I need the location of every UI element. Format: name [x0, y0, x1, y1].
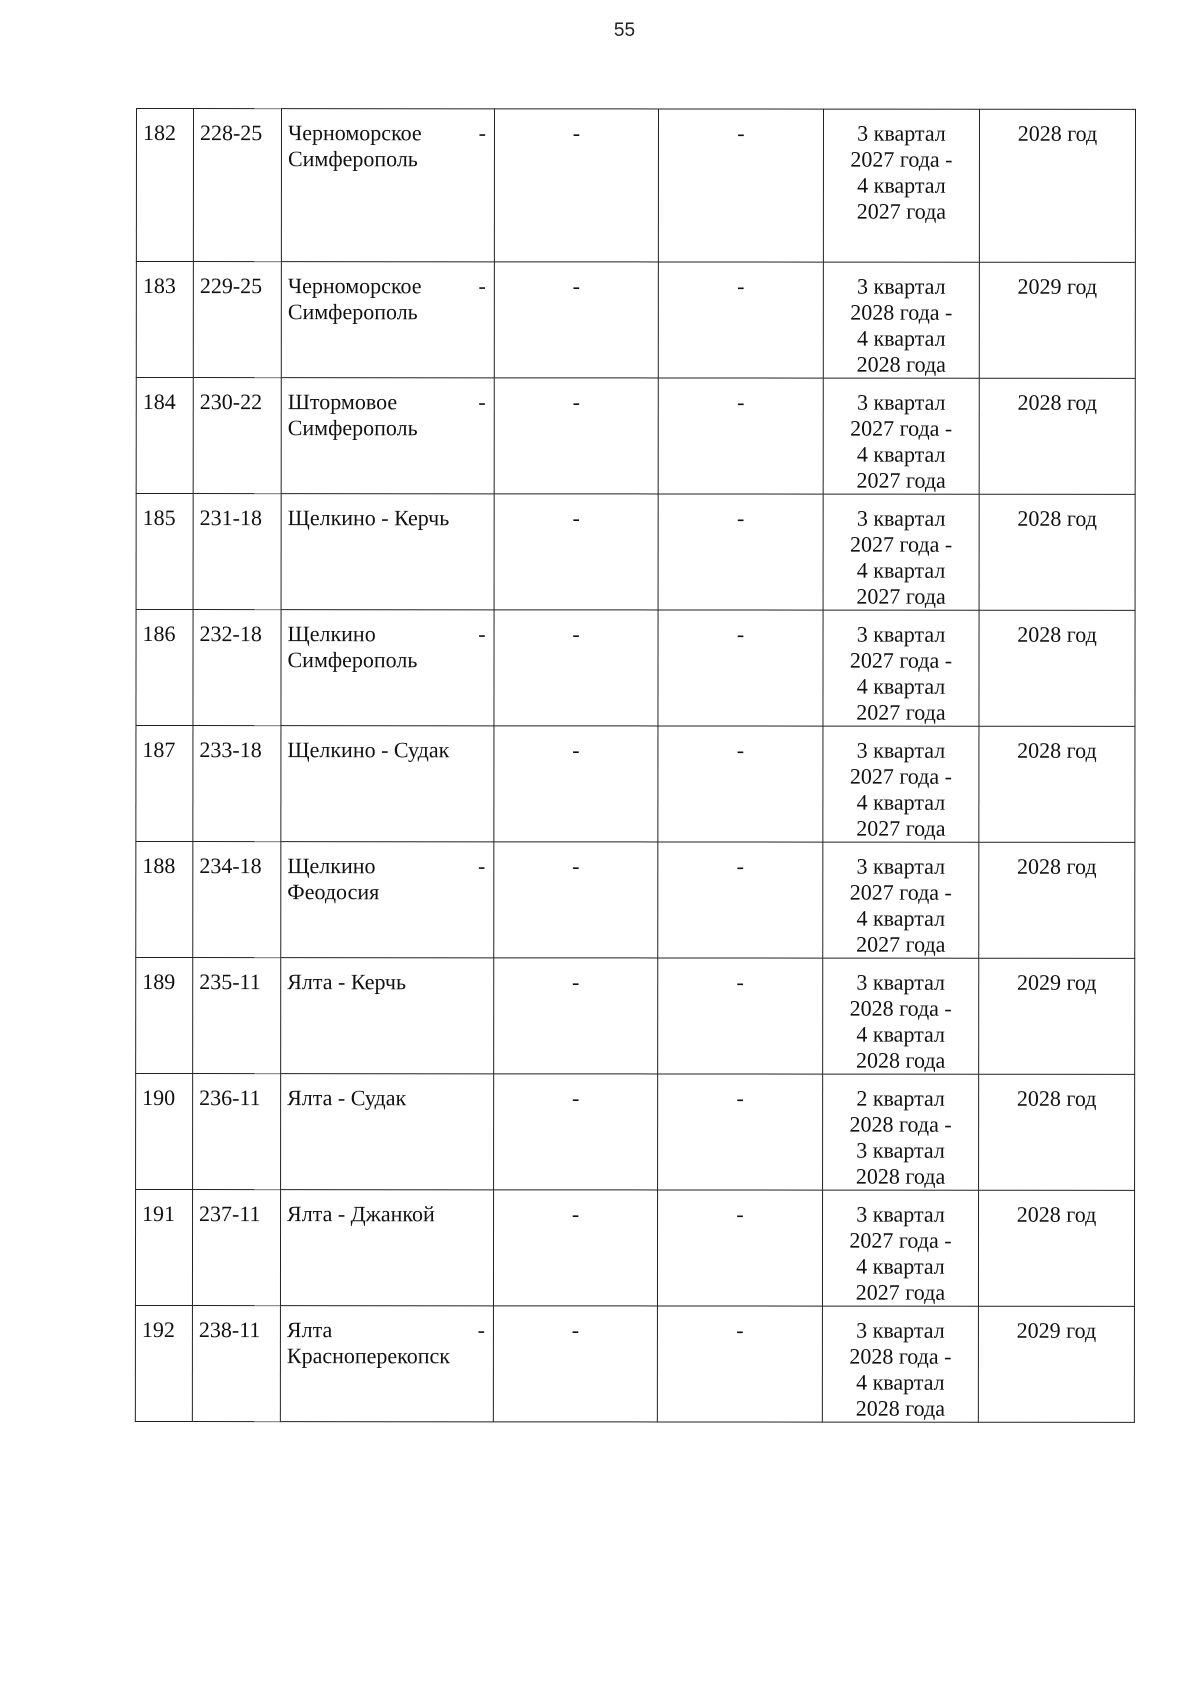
period-line: 4 квартал [856, 1253, 945, 1279]
empty-value-cell [658, 109, 823, 262]
routes-table-body [135, 109, 1135, 1423]
empty-value: - [572, 737, 580, 763]
empty-value: - [572, 853, 580, 879]
period-cell [822, 1306, 978, 1422]
empty-value-cell [494, 1074, 658, 1190]
route-name-line: Симферополь [287, 299, 418, 325]
period-line: 2027 года [855, 1279, 946, 1305]
period-line: 2028 года [855, 1163, 946, 1189]
route-code: 238-11 [198, 1317, 261, 1343]
empty-value-cell [494, 610, 658, 726]
empty-value: - [736, 505, 745, 531]
period-line: 2027 года - [849, 647, 953, 673]
empty-value-cell [658, 1074, 823, 1190]
empty-value: - [736, 969, 744, 995]
period-line: 3 квартал [856, 621, 946, 647]
period-line: 3 квартал [856, 737, 946, 763]
row-number-cell [136, 842, 193, 958]
period-line: 2027 года - [849, 763, 952, 789]
route-name-cell [281, 726, 494, 842]
period-line: 2027 года [856, 699, 946, 725]
route-name-line: Штормовое [287, 389, 398, 415]
empty-value-cell [493, 1190, 657, 1306]
table-row [136, 726, 1135, 843]
period-line: 4 квартал [856, 557, 946, 583]
row-number: 189 [142, 969, 176, 995]
empty-value-cell [658, 726, 823, 842]
period-cell [822, 1190, 978, 1306]
row-number-cell [136, 958, 193, 1074]
table-row [136, 958, 1135, 1075]
year-cell [979, 378, 1135, 494]
period-cell [823, 494, 979, 610]
route-name-line: Ялта - Джанкой [287, 1201, 435, 1227]
period-line: 4 квартал [856, 1369, 945, 1395]
table-row [136, 494, 1135, 611]
period-line: 3 квартал [857, 273, 946, 299]
empty-value-cell [493, 1306, 657, 1422]
route-code-cell [193, 610, 281, 726]
empty-value-cell [494, 262, 658, 378]
period-cell [823, 726, 979, 842]
row-number-cell [135, 1306, 192, 1422]
route-code: 232-18 [199, 621, 262, 647]
empty-value: - [572, 969, 580, 995]
table-row [136, 610, 1135, 727]
route-hyphen: - [478, 621, 486, 647]
route-name-cell [281, 378, 494, 494]
empty-value: - [736, 737, 745, 763]
empty-value-cell [494, 842, 658, 958]
route-name-line: Щелкино [287, 621, 376, 647]
route-code: 237-11 [199, 1201, 261, 1227]
row-number: 191 [142, 1201, 176, 1227]
period-line: 4 квартал [856, 789, 946, 815]
year-cell [979, 842, 1135, 958]
period-line: 3 квартал [856, 389, 946, 415]
year-cell [979, 262, 1135, 378]
row-number-cell [136, 1074, 193, 1190]
period-line: 2028 года - [850, 299, 953, 325]
route-name-line: Феодосия [287, 879, 380, 905]
empty-value: - [736, 621, 745, 647]
completion-year: 2028 год [1017, 737, 1097, 763]
period-line: 3 квартал [856, 1317, 945, 1343]
empty-value-cell [657, 1190, 822, 1306]
empty-value-cell [658, 958, 823, 1074]
completion-year: 2028 год [1017, 505, 1097, 531]
period-line: 2027 года - [850, 415, 953, 441]
period-line: 3 квартал [856, 969, 946, 995]
empty-value: - [571, 1317, 580, 1343]
period-cell [823, 262, 979, 378]
year-cell [979, 958, 1135, 1074]
route-name-line: Симферополь [287, 647, 418, 673]
empty-value: - [572, 505, 580, 531]
period-line: 4 квартал [856, 1021, 945, 1047]
route-code: 230-22 [199, 389, 263, 415]
empty-value-cell [658, 842, 823, 958]
route-code: 228-25 [199, 120, 263, 146]
route-code-cell [193, 109, 281, 262]
empty-value: - [737, 273, 745, 299]
route-name-line: Ялта [286, 1317, 333, 1343]
empty-value-cell [494, 726, 658, 842]
route-hyphen: - [477, 1317, 485, 1343]
row-number: 188 [142, 853, 176, 879]
row-number-cell [136, 726, 193, 842]
route-hyphen: - [478, 120, 486, 146]
period-line: 4 квартал [856, 441, 946, 467]
table-row [136, 842, 1135, 959]
route-name-cell [281, 109, 494, 262]
empty-value: - [572, 621, 580, 647]
completion-year: 2029 год [1016, 1317, 1097, 1343]
route-name-line: Симферополь [287, 415, 418, 441]
route-code-cell [193, 262, 281, 378]
table-row [135, 1306, 1134, 1423]
route-code: 233-18 [199, 737, 262, 763]
empty-value-cell [658, 262, 823, 378]
empty-value: - [571, 1085, 580, 1111]
route-hyphen: - [477, 853, 486, 879]
empty-value: - [572, 389, 580, 415]
route-code-cell [193, 1074, 281, 1190]
route-hyphen: - [478, 389, 486, 415]
row-number: 182 [142, 120, 176, 146]
row-number-cell [135, 1190, 192, 1306]
route-code-cell [193, 842, 281, 958]
route-name-line: Черноморское [287, 120, 422, 146]
empty-value: - [572, 273, 581, 299]
period-line: 2027 года - [849, 1227, 952, 1253]
period-line: 3 квартал [856, 505, 946, 531]
empty-value: - [736, 1201, 744, 1227]
empty-value-cell [658, 610, 823, 726]
empty-value-cell [494, 109, 658, 262]
year-cell [979, 109, 1135, 262]
year-cell [978, 1190, 1134, 1306]
route-hyphen: - [478, 273, 486, 299]
empty-value: - [736, 1317, 744, 1343]
route-name-line: Ялта - Керчь [287, 969, 407, 995]
route-name-cell [281, 1074, 494, 1190]
completion-year: 2029 год [1016, 969, 1097, 995]
row-number-cell [136, 109, 193, 262]
empty-value-cell [658, 494, 823, 610]
route-code: 231-18 [199, 505, 262, 531]
period-line: 2027 года [856, 815, 946, 841]
period-line: 2027 года - [850, 531, 953, 557]
period-line: 2027 года [856, 467, 946, 493]
period-line: 3 квартал [856, 853, 946, 879]
period-cell [823, 109, 979, 262]
row-number: 186 [142, 621, 176, 647]
year-cell [979, 610, 1135, 726]
table-row [135, 1190, 1134, 1307]
period-line: 4 квартал [856, 673, 946, 699]
empty-value: - [736, 853, 745, 879]
route-code-cell [193, 726, 281, 842]
period-line: 4 квартал [857, 172, 946, 198]
row-number-cell [136, 610, 193, 726]
route-name-cell [281, 610, 494, 726]
route-code-cell [193, 494, 281, 610]
route-name-cell [280, 1306, 493, 1422]
route-name-line: Черноморское [287, 273, 422, 299]
row-number: 190 [142, 1085, 176, 1111]
empty-value: - [572, 120, 581, 146]
period-cell [823, 958, 979, 1074]
period-line: 2028 года - [849, 995, 952, 1021]
row-number: 183 [142, 273, 176, 299]
route-code: 235-11 [199, 969, 261, 995]
table-row [136, 262, 1135, 379]
period-cell [823, 842, 979, 958]
year-cell [979, 1074, 1135, 1190]
route-name-cell [281, 494, 494, 610]
completion-year: 2028 год [1016, 1201, 1097, 1227]
year-cell [979, 726, 1135, 842]
empty-value: - [737, 120, 745, 146]
row-number: 184 [142, 389, 176, 415]
period-line: 2028 года - [849, 1343, 952, 1369]
completion-year: 2028 год [1017, 621, 1097, 647]
period-line: 3 квартал [856, 1201, 945, 1227]
route-name-cell [281, 958, 494, 1074]
route-code-cell [193, 378, 281, 494]
period-line: 3 квартал [856, 1137, 945, 1163]
route-name-cell [281, 262, 494, 378]
empty-value: - [737, 389, 745, 415]
table-row [136, 1074, 1135, 1191]
routes-table [135, 108, 1136, 1423]
period-line: 4 квартал [856, 905, 946, 931]
period-cell [823, 1074, 979, 1190]
route-name-line: Красноперекопск [286, 1343, 451, 1369]
period-line: 2027 года - [850, 146, 953, 172]
period-line: 2027 года [856, 583, 946, 609]
period-line: 2028 года [856, 1047, 946, 1073]
period-line: 2 квартал [856, 1085, 945, 1111]
row-number: 192 [141, 1317, 175, 1343]
year-cell [978, 1306, 1134, 1422]
route-name-cell [281, 842, 494, 958]
route-code-cell [192, 1190, 280, 1306]
empty-value: - [736, 1085, 744, 1111]
completion-year: 2028 год [1017, 389, 1098, 415]
row-number: 185 [142, 505, 176, 531]
row-number-cell [136, 494, 193, 610]
page-number: 55 [613, 20, 636, 41]
period-line: 2028 года [855, 1395, 946, 1421]
route-code-cell [193, 958, 281, 1074]
route-code: 229-25 [199, 273, 263, 299]
year-cell [979, 494, 1135, 610]
period-line: 2028 года [856, 351, 946, 377]
empty-value-cell [658, 378, 823, 494]
period-line: 2027 года - [849, 879, 952, 905]
route-code: 234-18 [199, 853, 262, 879]
empty-value-cell [657, 1306, 822, 1422]
route-name-cell [280, 1190, 493, 1306]
route-name-line: Щелкино - Керчь [287, 505, 450, 531]
completion-year: 2028 год [1017, 120, 1098, 146]
route-name-line: Щелкино [287, 853, 376, 879]
period-cell [823, 610, 979, 726]
row-number: 187 [142, 737, 176, 763]
route-name-line: Симферополь [287, 146, 418, 172]
route-code: 236-11 [199, 1085, 261, 1111]
completion-year: 2028 год [1017, 853, 1097, 879]
completion-year: 2029 год [1017, 273, 1098, 299]
table-row [136, 109, 1135, 263]
empty-value-cell [494, 958, 658, 1074]
completion-year: 2028 год [1016, 1085, 1097, 1111]
route-name-line: Ялта - Судак [287, 1085, 407, 1111]
empty-value-cell [494, 494, 658, 610]
empty-value: - [571, 1201, 580, 1227]
period-line: 2028 года - [849, 1111, 952, 1137]
period-line: 4 квартал [856, 325, 946, 351]
route-code-cell [192, 1306, 280, 1422]
route-name-line: Щелкино - Судак [287, 737, 450, 763]
period-line: 2027 года [856, 198, 947, 224]
empty-value-cell [494, 378, 658, 494]
period-cell [823, 378, 979, 494]
row-number-cell [136, 262, 193, 378]
table-row [136, 378, 1135, 495]
period-line: 3 квартал [857, 120, 946, 146]
row-number-cell [136, 378, 193, 494]
period-line: 2027 года [856, 931, 946, 957]
